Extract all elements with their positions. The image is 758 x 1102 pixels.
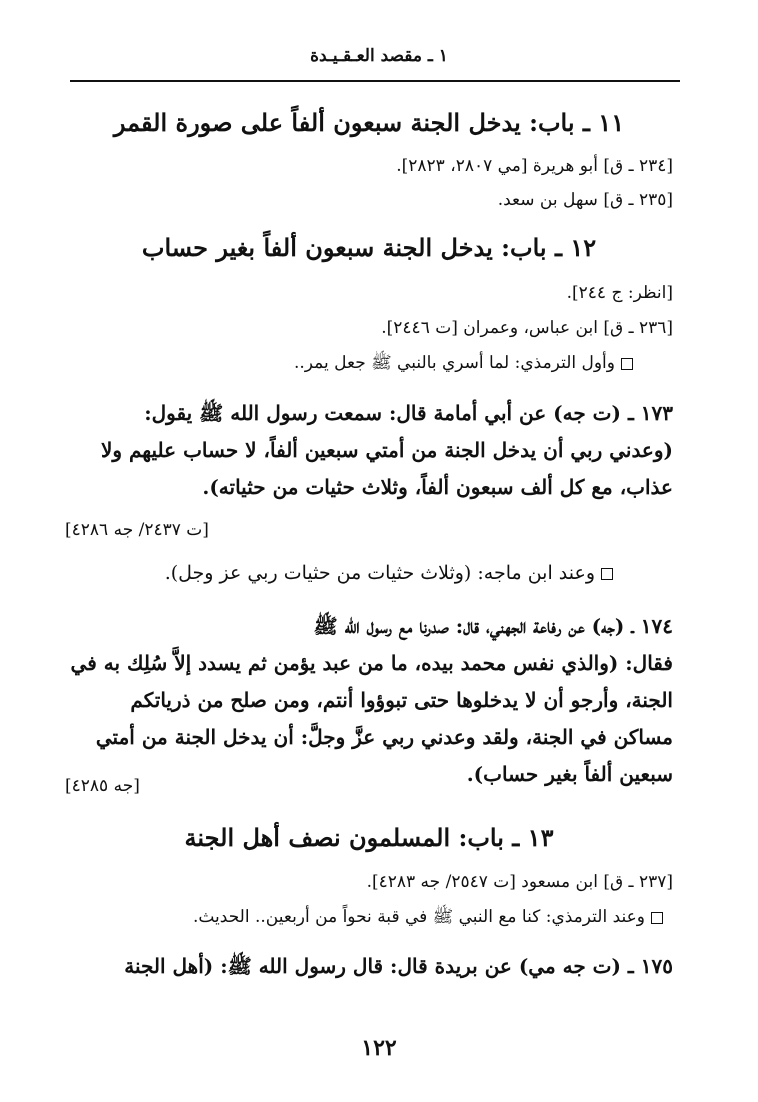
tirmidhi-note: [25, 352, 673, 377]
tirmidhi-qubba-note: [55, 906, 673, 931]
chapter-12-heading: ١٢ ـ باب: يدخل الجنة سبعون ألفاً بغير حساب: [141, 233, 597, 262]
reference-237: [٢٣٧ ـ ق] ابن مسعود [ت ٢٥٤٧/ جه ٤٢٨٣].: [366, 872, 673, 892]
hadith-174: [65, 608, 673, 793]
hadith-173-line-2: (وعدني ربي أن يدخل الجنة من أمتي سبعين ألفاً، لا حساب عليهم ولا: [100, 438, 673, 462]
tirmidhi-note-text: وأول الترمذي: لما أسري بالنبي ﷺ جعل يمر..: [293, 353, 615, 373]
note-box-icon: [621, 358, 633, 370]
header-rule: [70, 80, 680, 82]
hadith-175: ١٧٥ ـ (ت جه مي) عن بريدة قال: قال رسول الله ﷺ: (أهل الجنة: [124, 954, 673, 978]
reference-235: [٢٣٥ ـ ق] سهل بن سعد.: [497, 190, 673, 210]
reference-236: [٢٣٦ ـ ق] ابن عباس، وعمران [ت ٢٤٤٦].: [381, 318, 673, 338]
reference-234: [٢٣٤ ـ ق] أبو هريرة [مي ٢٨٠٧، ٢٨٢٣].: [396, 156, 673, 176]
hadith-174-line-5: سبعين ألفاً بغير حساب).: [466, 762, 673, 786]
ibn-majah-note: [5, 562, 673, 584]
hadith-173-source: [ت ٢٤٣٧/ جه ٤٢٨٦]: [65, 520, 209, 540]
hadith-174-line-1: ١٧٤ ـ (جه) عن رفاعة الجهني، قال: صدرنا مع رسول الله ﷺ: [313, 614, 673, 638]
page-number: ١٢٢: [361, 1035, 397, 1061]
chapter-13-heading: ١٣ ـ باب: المسلمون نصف أهل الجنة: [184, 823, 554, 852]
running-head: ١ ـ مقصد العـقـيـدة: [310, 46, 448, 66]
chapter-11-heading: ١١ ـ باب: يدخل الجنة سبعون ألفاً على صورة القمر: [113, 108, 625, 137]
hadith-173: [65, 395, 673, 506]
hadith-173-line-1: ١٧٣ ـ (ت جه) عن أبي أمامة قال: سمعت رسول الله ﷺ يقول:: [144, 401, 673, 425]
hadith-174-line-4: مساكن في الجنة، ولقد وعدني ربي عزَّ وجلَّ: أن يدخل الجنة من أمتي: [95, 725, 673, 749]
note-box-icon: [601, 568, 613, 580]
ibn-majah-note-text: وعند ابن ماجه: (وثلاث حثيات من حثيات ربي عز وجل).: [164, 562, 595, 584]
hadith-174-line-2: فقال: (والذي نفس محمد بيده، ما من عبد يؤمن ثم يسدد إلاَّ سُلِك به في: [70, 651, 673, 675]
tirmidhi-qubba-note-text: وعند الترمذي: كنا مع النبي ﷺ في قبة نحواً من أربعين.. الحديث.: [192, 907, 645, 927]
reference-see-244: [انظر: ج ٢٤٤].: [566, 283, 673, 303]
hadith-174-source: [جه ٤٢٨٥]: [65, 776, 140, 796]
hadith-174-line-3: الجنة، وأرجو أن لا يدخلوها حتى تبوؤوا أنتم، ومن صلح من ذرياتكم: [130, 688, 673, 712]
note-box-icon: [651, 912, 663, 924]
hadith-173-line-3: عذاب، مع كل ألف سبعون ألفاً، وثلاث حثيات من حثياته).: [202, 475, 673, 499]
